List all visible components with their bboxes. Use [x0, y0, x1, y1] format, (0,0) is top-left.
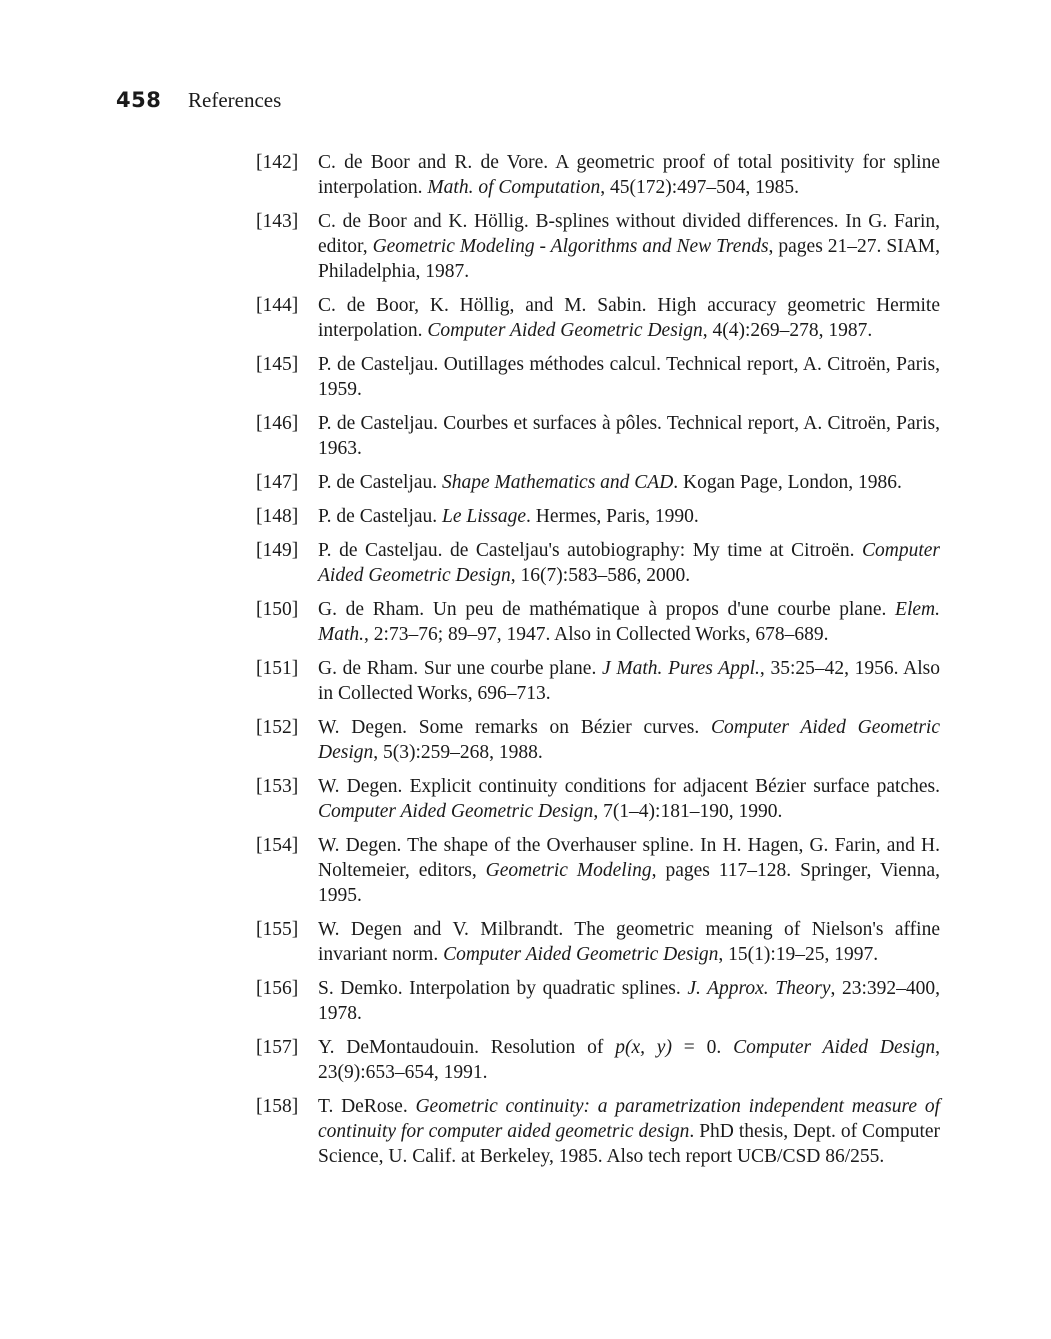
reference-number: [155]	[256, 919, 299, 940]
reference-number: [145]	[256, 354, 299, 375]
reference-item	[256, 1035, 940, 1085]
reference-item	[256, 656, 940, 706]
reference-text: W. Degen. Some remarks on Bézier curves. Computer Aided Geometric Design, 5(3):259–268, 1988.	[318, 717, 940, 763]
reference-text: W. Degen. The shape of the Overhauser spline. In H. Hagen, G. Farin, and H. Noltemeier, editors, Geometric Modeling, pages 117–128. Springer, Vienna, 1995.	[318, 835, 940, 906]
reference-item	[256, 352, 940, 402]
reference-number: [148]	[256, 506, 299, 527]
reference-text: C. de Boor and R. de Vore. A geometric proof of total positivity for spline interpolation. Math. of Computation, 45(172):497–504, 1985.	[318, 152, 940, 198]
reference-text: C. de Boor and K. Höllig. B-splines without divided differences. In G. Farin, editor, Geometric Modeling - Algorithms and New Trends, pages 21–27. SIAM, Philadelphia, 1987.	[318, 211, 940, 282]
reference-text: Y. DeMontaudouin. Resolution of p(x, y) = 0. Computer Aided Design, 23(9):653–654, 1991.	[318, 1037, 940, 1083]
reference-number: [146]	[256, 413, 299, 434]
reference-item	[256, 411, 940, 461]
reference-text: G. de Rham. Un peu de mathématique à propos d'une courbe plane. Elem. Math., 2:73–76; 89–97, 1947. Also in Collected Works, 678–689.	[318, 599, 940, 645]
reference-text: C. de Boor, K. Höllig, and M. Sabin. High accuracy geometric Hermite interpolation. Computer Aided Geometric Design, 4(4):269–278, 1987.	[318, 295, 940, 341]
reference-item	[256, 774, 940, 824]
reference-number: [143]	[256, 211, 299, 232]
reference-item	[256, 917, 940, 967]
reference-list	[256, 150, 940, 1178]
reference-item	[256, 150, 940, 200]
reference-text: P. de Casteljau. Le Lissage. Hermes, Paris, 1990.	[318, 506, 699, 527]
reference-text: P. de Casteljau. Courbes et surfaces à pôles. Technical report, A. Citroën, Paris, 1963.	[318, 413, 940, 459]
reference-number: [149]	[256, 540, 299, 561]
reference-number: [142]	[256, 152, 299, 173]
reference-number: [154]	[256, 835, 299, 856]
reference-item	[256, 715, 940, 765]
reference-item	[256, 293, 940, 343]
reference-text: G. de Rham. Sur une courbe plane. J Math. Pures Appl., 35:25–42, 1956. Also in Collected Works, 696–713.	[318, 658, 940, 704]
reference-text: T. DeRose. Geometric continuity: a parametrization independent measure of continuity for computer aided geometric design. PhD thesis, Dept. of Computer Science, U. Calif. at Berkeley, 1985. Also tech report UCB/CSD 86/255.	[318, 1096, 941, 1167]
reference-item	[256, 833, 940, 908]
reference-text: W. Degen. Explicit continuity conditions for adjacent Bézier surface patches. Computer Aided Geometric Design, 7(1–4):181–190, 1990.	[318, 776, 940, 822]
reference-number: [157]	[256, 1037, 299, 1058]
reference-item	[256, 470, 940, 495]
reference-item	[256, 597, 940, 647]
reference-text: W. Degen and V. Milbrandt. The geometric meaning of Nielson's affine invariant norm. Computer Aided Geometric Design, 15(1):19–25, 1997.	[318, 919, 940, 965]
reference-number: [144]	[256, 295, 299, 316]
reference-number: [151]	[256, 658, 299, 679]
reference-text: P. de Casteljau. de Casteljau's autobiography: My time at Citroën. Computer Aided Geometric Design, 16(7):583–586, 2000.	[318, 540, 940, 586]
reference-item	[256, 538, 940, 588]
reference-number: [153]	[256, 776, 299, 797]
reference-number: [158]	[256, 1096, 299, 1117]
reference-text: P. de Casteljau. Shape Mathematics and CAD. Kogan Page, London, 1986.	[318, 472, 902, 493]
reference-number: [147]	[256, 472, 299, 493]
reference-number: [156]	[256, 978, 299, 999]
running-head	[116, 88, 281, 118]
reference-item	[256, 209, 940, 284]
reference-number: [152]	[256, 717, 299, 738]
page-number: 458	[116, 88, 162, 112]
reference-item	[256, 504, 940, 529]
reference-number: [150]	[256, 599, 299, 620]
reference-text: P. de Casteljau. Outillages méthodes calcul. Technical report, A. Citroën, Paris, 1959.	[318, 354, 940, 400]
reference-text: S. Demko. Interpolation by quadratic splines. J. Approx. Theory, 23:392–400, 1978.	[318, 978, 940, 1024]
reference-item	[256, 976, 940, 1026]
section-title: References	[188, 88, 282, 112]
reference-item	[256, 1094, 940, 1169]
